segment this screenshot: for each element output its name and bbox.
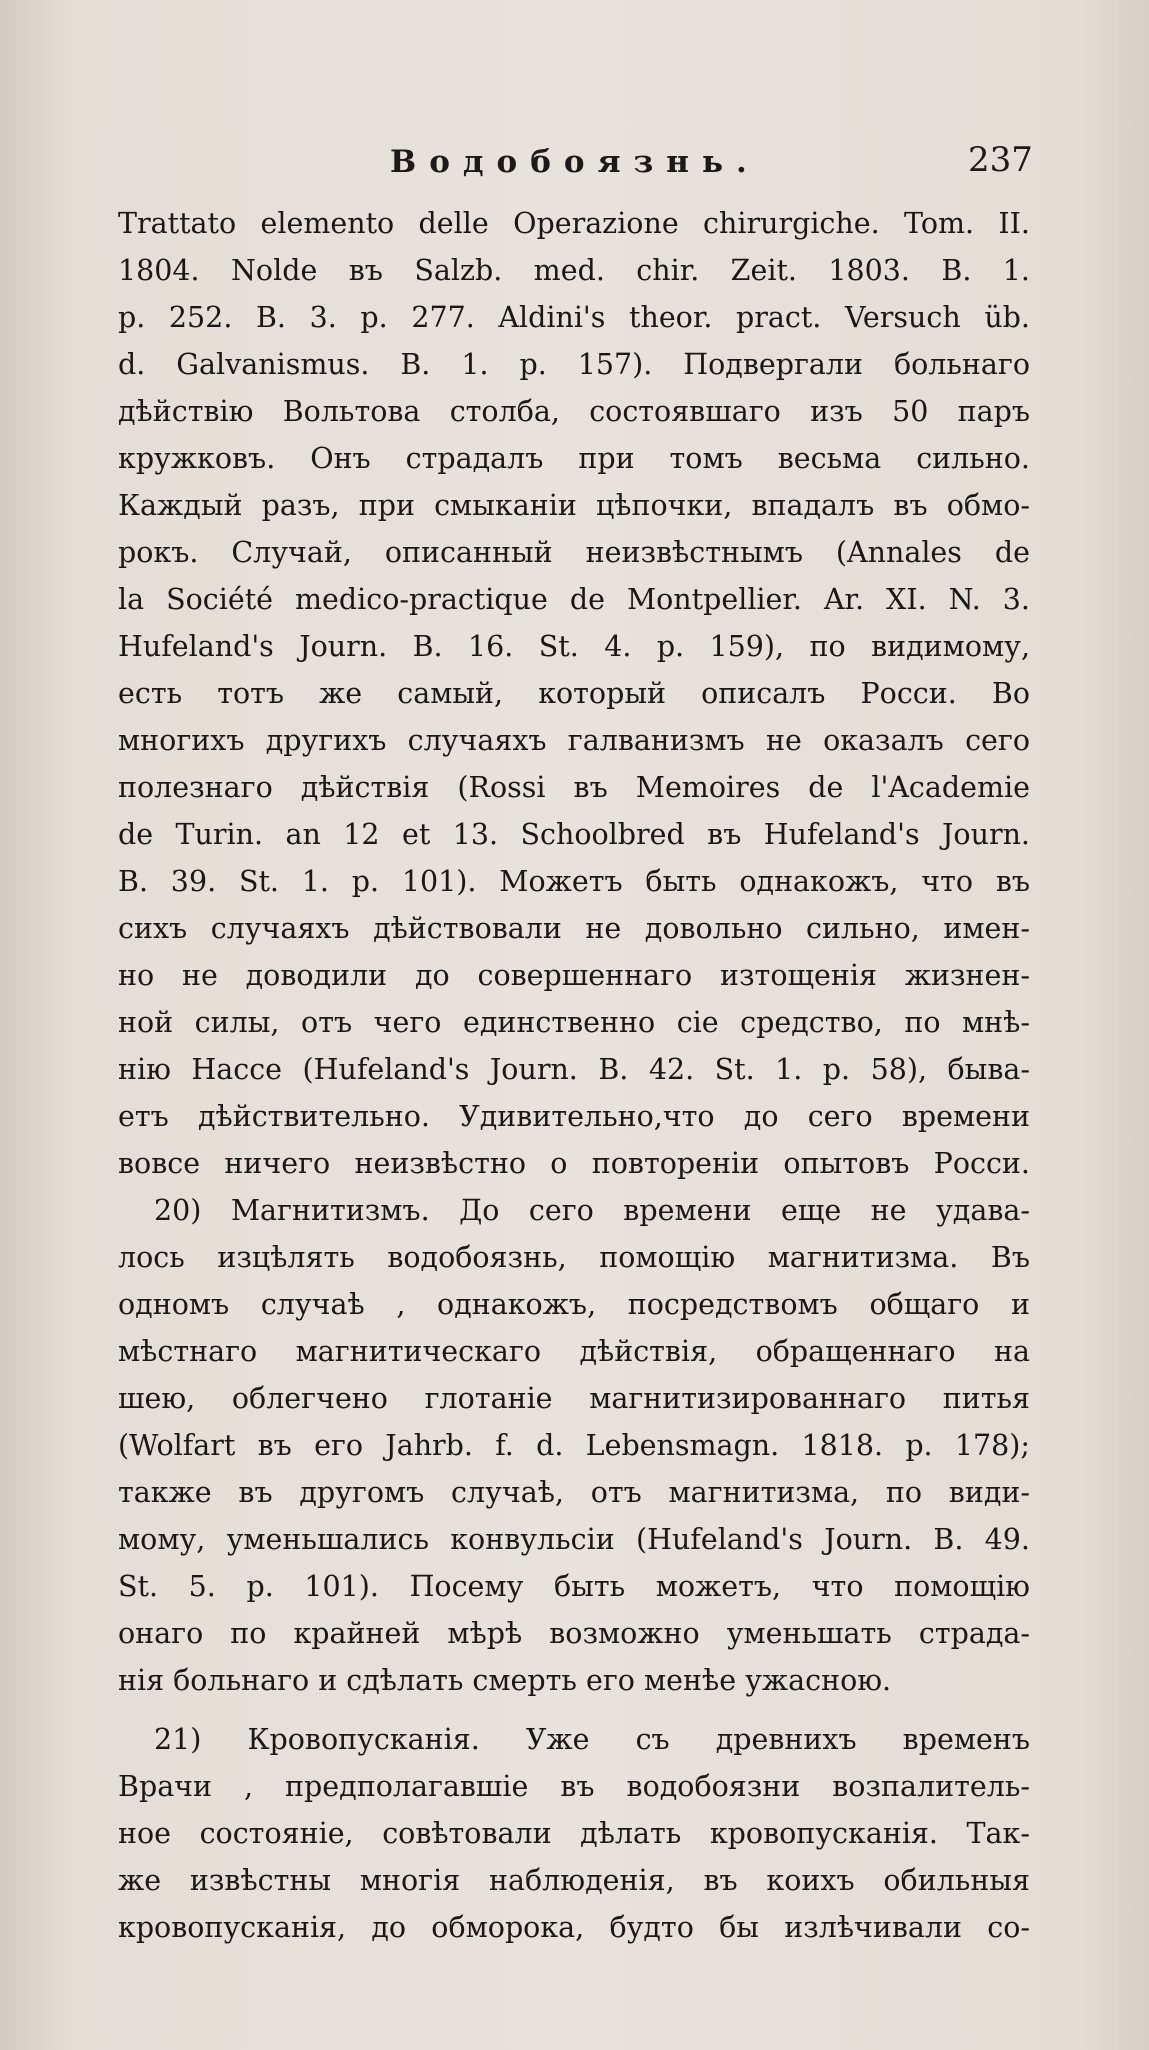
body-text bbox=[118, 200, 1030, 1951]
text-line: есть тотъ же самый, который описалъ Росси. Во bbox=[118, 677, 1030, 710]
text-line: нія больнаго и сдѣлать смерть его менѣе ужасною. bbox=[118, 1664, 892, 1697]
text-line: 21) Кровопусканія. Уже съ древнихъ временъ bbox=[154, 1723, 1030, 1756]
text-line: но не доводили до совершеннаго изтощенія жизнен- bbox=[118, 959, 1030, 992]
text-line: ной силы, отъ чего единственно сіе средство, по мнѣ- bbox=[118, 1006, 1030, 1039]
text-line: p. 252. B. 3. p. 277. Aldini's theor. pract. Versuch üb. bbox=[118, 301, 1030, 334]
text-line: Каждый разъ, при смыканіи цѣпочки, впадалъ въ обмо- bbox=[118, 489, 1030, 522]
text-line: онаго по крайней мѣрѣ возможно уменьшать страда- bbox=[118, 1617, 1030, 1650]
text-line: кружковъ. Онъ страдалъ при томъ весьма сильно. bbox=[118, 442, 1030, 475]
text-line: (Wolfart въ его Jahrb. f. d. Lebensmagn. 1818. p. 178); bbox=[118, 1429, 1030, 1462]
text-line: лось изцѣлять водобоязнь, помощію магнитизма. Въ bbox=[118, 1241, 1030, 1274]
text-line: кровопусканія, до обморока, будто бы излѣчивали со- bbox=[118, 1911, 1030, 1944]
text-line: Врачи , предполагавшіе въ водобоязни возпалитель- bbox=[118, 1770, 1030, 1803]
text-line: ное состояніе, совѣтовали дѣлать кровопусканія. Так- bbox=[118, 1817, 1030, 1850]
text-line: St. 5. p. 101). Посему быть можетъ, что помощію bbox=[118, 1570, 1030, 1603]
text-line: нію Нассе (Hufeland's Journ. B. 42. St. 1. p. 58), быва- bbox=[118, 1053, 1030, 1086]
text-line: дѣйствію Вольтова столба, состоявшаго изъ 50 паръ bbox=[118, 395, 1030, 428]
text-line: мѣстнаго магнитическаго дѣйствія, обращеннаго на bbox=[118, 1335, 1030, 1368]
running-title: Водобоязнь. bbox=[390, 144, 760, 180]
text-line: полезнаго дѣйствія (Rossi въ Memoires de l'Academie bbox=[118, 771, 1030, 804]
text-line: также въ другомъ случаѣ, отъ магнитизма, по види- bbox=[118, 1476, 1030, 1509]
text-line: d. Galvanismus. B. 1. p. 157). Подвергали больнаго bbox=[118, 348, 1030, 381]
text-line: de Turin. an 12 et 13. Schoolbred въ Hufeland's Journ. bbox=[118, 818, 1030, 851]
text-line: рокъ. Случай, описанный неизвѣстнымъ (Annales de bbox=[118, 536, 1030, 569]
text-line: 20) Магнитизмъ. До сего времени еще не удава- bbox=[154, 1194, 1030, 1227]
text-line: шею, облегчено глотаніе магнитизированнаго питья bbox=[118, 1382, 1030, 1415]
text-line: сихъ случаяхъ дѣйствовали не довольно сильно, имен- bbox=[118, 912, 1030, 945]
page-number: 237 bbox=[968, 140, 1033, 180]
text-line: B. 39. St. 1. p. 101). Можетъ быть однакожъ, что въ bbox=[118, 865, 1030, 898]
text-line: 1804. Nolde въ Salzb. med. chir. Zeit. 1803. B. 1. bbox=[118, 254, 1030, 287]
paragraph-gap bbox=[118, 1704, 1030, 1716]
text-line: же извѣстны многія наблюденія, въ коихъ обильныя bbox=[118, 1864, 1030, 1897]
text-line: одномъ случаѣ , однакожъ, посредствомъ общаго и bbox=[118, 1288, 1030, 1321]
text-line: Hufeland's Journ. B. 16. St. 4. p. 159), по видимому, bbox=[118, 630, 1030, 663]
text-line: многихъ другихъ случаяхъ галванизмъ не оказалъ сего bbox=[118, 724, 1030, 757]
page-header bbox=[0, 140, 1149, 190]
text-line: етъ дѣйствительно. Удивительно,что до сего времени bbox=[118, 1100, 1030, 1133]
text-line: la Société medico-practique de Montpellier. Ar. XI. N. 3. bbox=[118, 583, 1030, 616]
text-line: мому, уменьшались конвульсіи (Hufeland's Journ. B. 49. bbox=[118, 1523, 1030, 1556]
text-line: вовсе ничего неизвѣстно о повтореніи опытовъ Росси. bbox=[118, 1147, 1030, 1180]
text-line: Trattato elemento delle Operazione chirurgiche. Tom. II. bbox=[118, 207, 1030, 240]
